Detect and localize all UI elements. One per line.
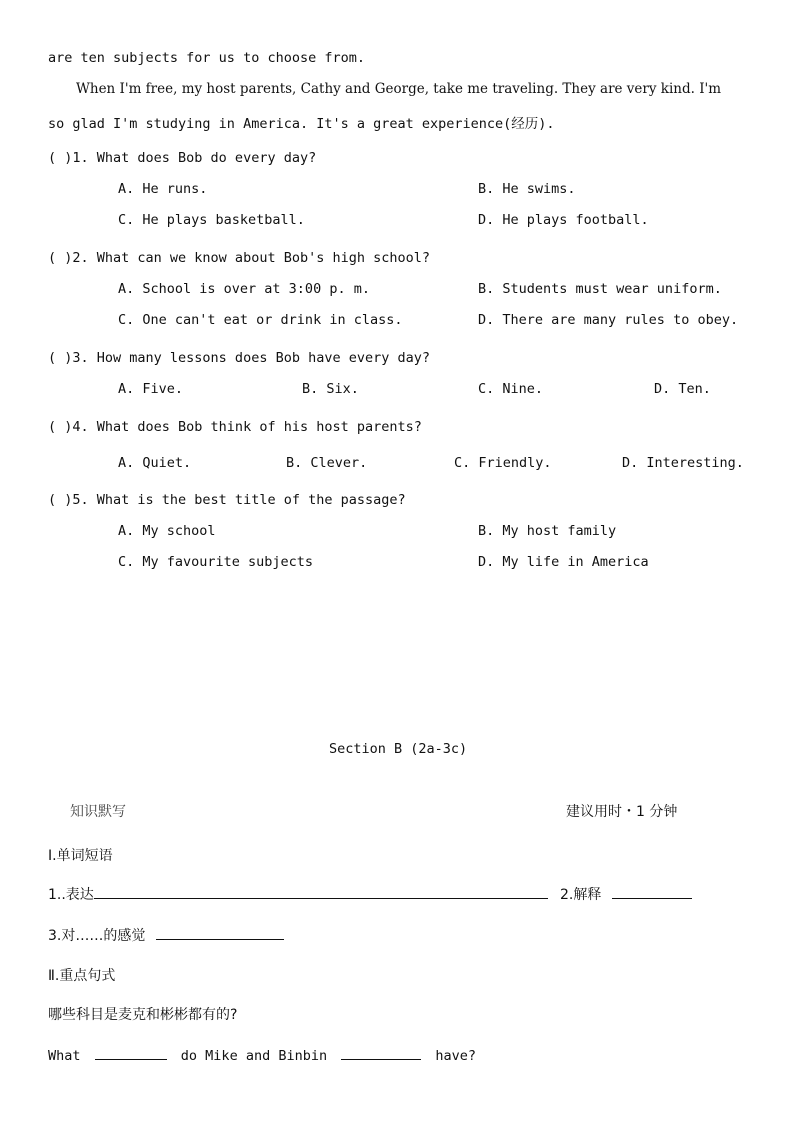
section-title: Section B (2a-3c)	[329, 741, 468, 757]
question-3-stem: ( )3. How many lessons does Bob have every day?	[48, 350, 431, 366]
sentence-prompt: 哪些科目是麦克和彬彬都有的?	[48, 1007, 238, 1023]
question-3-option-c: C. Nine.	[478, 381, 544, 397]
vocab-item-1-blank[interactable]	[94, 884, 548, 899]
vocab-item-1	[48, 884, 548, 904]
question-5-option-a: A. My school	[118, 523, 216, 539]
question-4-option-c: C. Friendly.	[454, 455, 552, 471]
question-1-option-d: D. He plays football.	[478, 212, 649, 228]
question-1-option-b: B. He swims.	[478, 181, 576, 197]
question-5-stem: ( )5. What is the best title of the passage?	[48, 492, 406, 508]
question-2-stem: ( )2. What can we know about Bob's high school?	[48, 250, 431, 266]
question-2-option-c: C. One can't eat or drink in class.	[118, 312, 403, 328]
question-3-option-a: A. Five.	[118, 381, 184, 397]
vocab-item-2-label: 2.解释	[560, 887, 602, 903]
question-5-option-b: B. My host family	[478, 523, 617, 539]
question-1-stem: ( )1. What does Bob do every day?	[48, 150, 317, 166]
question-4-option-b: B. Clever.	[286, 455, 368, 471]
question-5-option-c: C. My favourite subjects	[118, 554, 314, 570]
sentence-seg-3: have?	[435, 1048, 477, 1064]
question-5-option-d: D. My life in America	[478, 554, 649, 570]
vocab-item-3-blank[interactable]	[156, 925, 284, 940]
vocab-item-2-blank[interactable]	[612, 884, 692, 899]
section-right-label: 建议用时・1 分钟	[566, 804, 678, 820]
vocab-item-3	[48, 925, 284, 945]
question-1-option-a: A. He runs.	[118, 181, 208, 197]
sentence-blank-1[interactable]	[95, 1045, 167, 1060]
question-2-option-b: B. Students must wear uniform.	[478, 281, 722, 297]
sentence-line	[48, 1045, 476, 1064]
question-4-stem: ( )4. What does Bob think of his host parents?	[48, 419, 422, 435]
question-3-option-d: D. Ten.	[654, 381, 711, 397]
question-3-option-b: B. Six.	[302, 381, 359, 397]
question-4-option-d: D. Interesting.	[622, 455, 744, 471]
part-2-heading: Ⅱ.重点句式	[48, 968, 116, 984]
passage-line-1: are ten subjects for us to choose from.	[48, 50, 365, 66]
question-2-option-a: A. School is over at 3:00 p. m.	[118, 281, 370, 297]
passage-line-3: so glad I'm studying in America. It's a great experience(经历).	[48, 116, 555, 132]
question-4-option-a: A. Quiet.	[118, 455, 192, 471]
question-2-option-d: D. There are many rules to obey.	[478, 312, 739, 328]
sentence-seg-1: What	[48, 1048, 81, 1064]
sentence-seg-2: do Mike and Binbin	[180, 1048, 328, 1064]
question-1-option-c: C. He plays basketball.	[118, 212, 305, 228]
passage-line-2: When I'm free, my host parents, Cathy and George, take me traveling. They are very kind. I'm	[76, 81, 722, 97]
vocab-item-3-label: 3.对……的感觉	[48, 928, 146, 944]
vocab-item-2	[560, 884, 692, 904]
part-1-heading: Ⅰ.单词短语	[48, 848, 113, 864]
vocab-item-1-label: 1..表达	[48, 887, 94, 903]
section-left-label: 知识默写	[70, 804, 126, 820]
sentence-blank-2[interactable]	[341, 1045, 421, 1060]
